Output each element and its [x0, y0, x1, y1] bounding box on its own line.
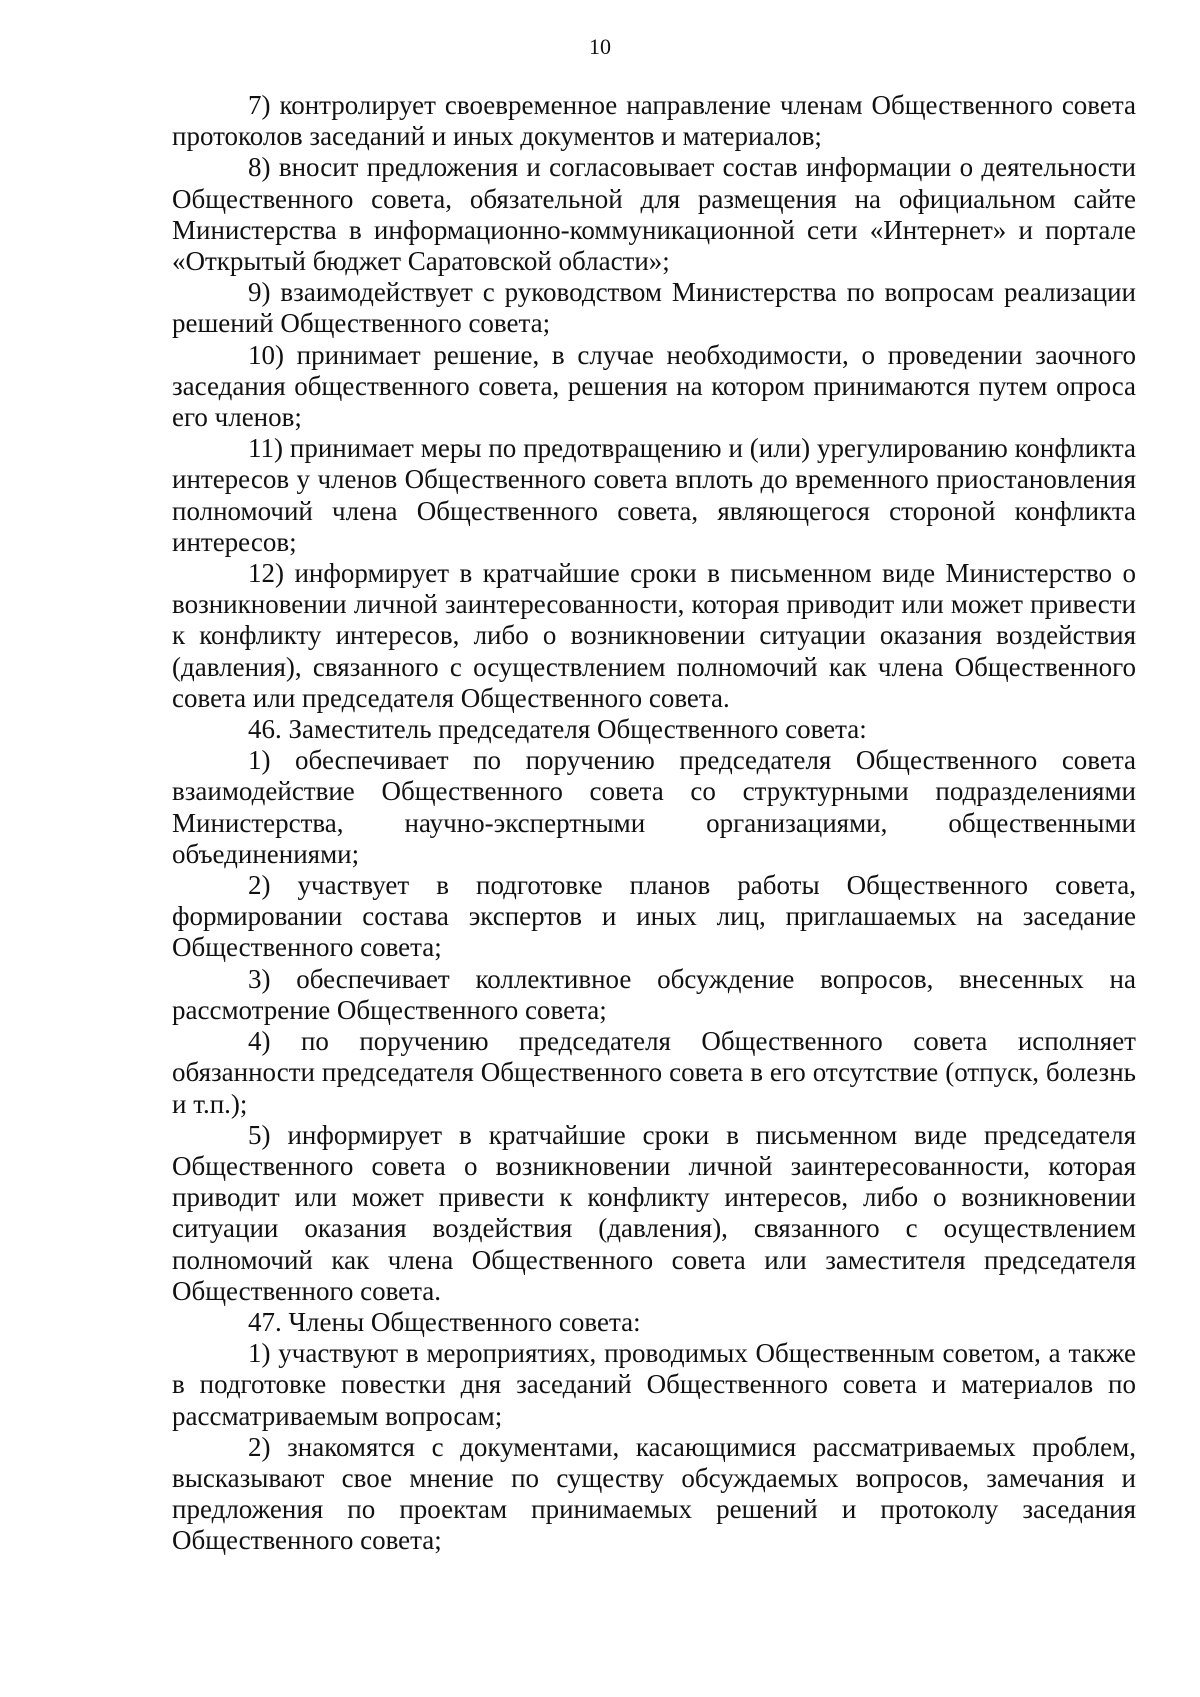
paragraph-item-8: 8) вносит предложения и согласовывает состав информации о деятельности Общественного совета, обязательной для размещения на официальном сайте Министерства в информационно-коммуникационной сети «Интернет» и портале «Открытый бюджет Саратовской области»;: [172, 152, 1136, 277]
paragraph-46-item-5: 5) информирует в кратчайшие сроки в письменном виде председателя Общественного совета о возникновении личной заинтересованности, которая приводит или может привести к конфликту интересов, либо о возникновении ситуации оказания воздействия (давления), связанного с осуществлением полномочий как члена Общественного совета или заместителя председателя Общественного совета.: [172, 1119, 1136, 1306]
section-heading-46: 46. Заместитель председателя Общественного совета:: [248, 714, 867, 745]
paragraph-item-10: 10) принимает решение, в случае необходимости, о проведении заочного заседания общественного совета, решения на котором принимаются путем опроса его членов;: [172, 339, 1136, 433]
paragraph-46-item-1: 1) обеспечивает по поручению председателя Общественного совета взаимодействие Общественного совета со структурными подразделениями Министерства, научно-экспертными организациями, общественными объединениями;: [172, 745, 1136, 869]
paragraph-46-item-3: 3) обеспечивает коллективное обсуждение вопросов, внесенных на рассмотрение Общественного совета;: [172, 963, 1136, 1025]
paragraph-47-item-2: 2) знакомятся с документами, касающимися рассматриваемых проблем, высказывают свое мнение по существу обсуждаемых вопросов, замечания и предложения по проектам принимаемых решений и протоколу заседания Общественного совета;: [172, 1431, 1136, 1556]
paragraph-item-12: 12) информирует в кратчайшие сроки в письменном виде Министерство о возникновении личной заинтересованности, которая приводит или может привести к конфликту интересов, либо о возникновении ситуации оказания воздействия (давления), связанного с осуществлением полномочий как члена Общественного совета или председателя Общественного совета.: [172, 558, 1136, 713]
paragraph-item-9: 9) взаимодействует с руководством Министерства по вопросам реализации решений Общественного совета;: [172, 277, 1136, 339]
paragraph-item-7: 7) контролирует своевременное направление членам Общественного совета протоколов заседаний и иных документов и материалов;: [172, 90, 1136, 152]
paragraph-47-item-1: 1) участвуют в мероприятиях, проводимых Общественным советом, а также в подготовке повестки дня заседаний Общественного совета и материалов по рассматриваемым вопросам;: [172, 1338, 1136, 1431]
paragraph-46-item-4: 4) по поручению председателя Общественного совета исполняет обязанности председателя Общественного совета в его отсутствие (отпуск, болезнь и т.п.);: [172, 1026, 1136, 1119]
paragraph-item-11: 11) принимает меры по предотвращению и (или) урегулированию конфликта интересов у членов Общественного совета вплоть до временного приостановления полномочий члена Общественного совета, являющегося стороной конфликта интересов;: [172, 433, 1136, 557]
paragraph-46-item-2: 2) участвует в подготовке планов работы Общественного совета, формировании состава экспертов и иных лиц, приглашаемых на заседание Общественного совета;: [172, 870, 1136, 963]
document-body: [172, 90, 1136, 1557]
page-number: 10: [589, 34, 611, 59]
section-heading-47: 47. Члены Общественного совета:: [248, 1306, 641, 1337]
